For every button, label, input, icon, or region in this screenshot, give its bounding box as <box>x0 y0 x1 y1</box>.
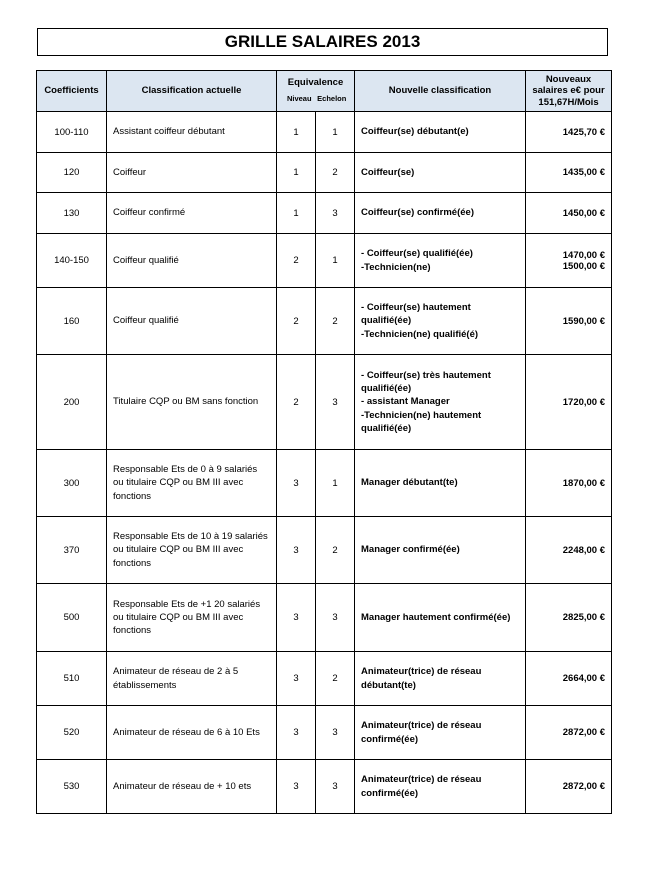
header-niveau: Niveau <box>286 94 312 103</box>
niveau-cell: 3 <box>277 450 316 517</box>
salaire-cell: 1590,00 € <box>526 288 612 355</box>
classification-cell: Titulaire CQP ou BM sans fonction <box>107 355 277 450</box>
niveau-cell: 1 <box>277 193 316 234</box>
salaire-cell: 1450,00 € <box>526 193 612 234</box>
coefficient-cell: 500 <box>37 584 107 652</box>
nouvelle-classification-cell: Animateur(trice) de réseau confirmé(ée) <box>355 706 526 760</box>
nouvelle-classification-cell: Animateur(trice) de réseau confirmé(ée) <box>355 760 526 814</box>
table-row <box>37 652 612 706</box>
nouvelle-classification-cell: Coiffeur(se) confirmé(ée) <box>355 193 526 234</box>
salaire-cell: 1470,00 € 1500,00 € <box>526 234 612 288</box>
coefficient-cell: 200 <box>37 355 107 450</box>
niveau-cell: 3 <box>277 760 316 814</box>
table-row <box>37 193 612 234</box>
niveau-cell: 3 <box>277 584 316 652</box>
echelon-cell: 1 <box>316 234 355 288</box>
table-row <box>37 288 612 355</box>
table-row <box>37 517 612 584</box>
salaire-cell: 1870,00 € <box>526 450 612 517</box>
classification-cell: Animateur de réseau de + 10 ets <box>107 760 277 814</box>
classification-cell: Coiffeur confirmé <box>107 193 277 234</box>
nouvelle-classification-cell: Manager débutant(te) <box>355 450 526 517</box>
classification-cell: Responsable Ets de 10 à 19 salariés ou titulaire CQP ou BM III avec fonctions <box>107 517 277 584</box>
salaire-cell: 2248,00 € <box>526 517 612 584</box>
table-row <box>37 112 612 153</box>
classification-cell: Coiffeur qualifié <box>107 234 277 288</box>
nouvelle-classification-cell: Manager confirmé(ée) <box>355 517 526 584</box>
coefficient-cell: 120 <box>37 153 107 193</box>
classification-cell: Responsable Ets de +1 20 salariés ou titulaire CQP ou BM III avec fonctions <box>107 584 277 652</box>
table-row <box>37 706 612 760</box>
nouvelle-classification-cell: - Coiffeur(se) très hautement qualifié(ée) - assistant Manager -Technicien(ne) hautement qualifié(ée) <box>355 355 526 450</box>
nouvelle-classification-cell: Coiffeur(se) <box>355 153 526 193</box>
echelon-cell: 2 <box>316 517 355 584</box>
classification-cell: Coiffeur <box>107 153 277 193</box>
echelon-cell: 3 <box>316 193 355 234</box>
salaire-cell: 1435,00 € <box>526 153 612 193</box>
table-row <box>37 234 612 288</box>
header-equivalence-label: Equivalence <box>287 77 344 88</box>
header-equivalence <box>277 71 355 112</box>
salaire-cell: 2872,00 € <box>526 760 612 814</box>
classification-cell: Responsable Ets de 0 à 9 salariés ou titulaire CQP ou BM III avec fonctions <box>107 450 277 517</box>
echelon-cell: 3 <box>316 584 355 652</box>
nouvelle-classification-cell: Animateur(trice) de réseau débutant(te) <box>355 652 526 706</box>
page-title: GRILLE SALAIRES 2013 <box>37 28 608 56</box>
coefficient-cell: 530 <box>37 760 107 814</box>
echelon-cell: 2 <box>316 288 355 355</box>
header-coefficients: Coefficients <box>37 71 107 112</box>
echelon-cell: 2 <box>316 652 355 706</box>
coefficient-cell: 160 <box>37 288 107 355</box>
nouvelle-classification-cell: Manager hautement confirmé(ée) <box>355 584 526 652</box>
header-nouvelle-classification: Nouvelle classification <box>355 71 526 112</box>
header-salaires: Nouveaux salaires e€ pour 151,67H/Mois <box>526 71 612 112</box>
classification-cell: Coiffeur qualifié <box>107 288 277 355</box>
coefficient-cell: 100-110 <box>37 112 107 153</box>
niveau-cell: 3 <box>277 517 316 584</box>
niveau-cell: 2 <box>277 288 316 355</box>
classification-cell: Assistant coiffeur débutant <box>107 112 277 153</box>
table-row <box>37 355 612 450</box>
salaire-cell: 1720,00 € <box>526 355 612 450</box>
coefficient-cell: 130 <box>37 193 107 234</box>
niveau-cell: 3 <box>277 706 316 760</box>
echelon-cell: 1 <box>316 112 355 153</box>
table-row <box>37 760 612 814</box>
nouvelle-classification-cell: - Coiffeur(se) qualifié(ée) -Technicien(ne) <box>355 234 526 288</box>
echelon-cell: 2 <box>316 153 355 193</box>
echelon-cell: 3 <box>316 706 355 760</box>
salaire-cell: 1425,70 € <box>526 112 612 153</box>
niveau-cell: 2 <box>277 355 316 450</box>
niveau-cell: 1 <box>277 153 316 193</box>
coefficient-cell: 520 <box>37 706 107 760</box>
salary-table <box>36 70 612 814</box>
nouvelle-classification-cell: Coiffeur(se) débutant(e) <box>355 112 526 153</box>
table-row <box>37 584 612 652</box>
coefficient-cell: 300 <box>37 450 107 517</box>
niveau-cell: 2 <box>277 234 316 288</box>
coefficient-cell: 370 <box>37 517 107 584</box>
niveau-cell: 3 <box>277 652 316 706</box>
header-echelon: Echelon <box>317 94 347 103</box>
classification-cell: Animateur de réseau de 6 à 10 Ets <box>107 706 277 760</box>
echelon-cell: 3 <box>316 760 355 814</box>
classification-cell: Animateur de réseau de 2 à 5 établissements <box>107 652 277 706</box>
coefficient-cell: 140-150 <box>37 234 107 288</box>
echelon-cell: 1 <box>316 450 355 517</box>
salaire-cell: 2872,00 € <box>526 706 612 760</box>
echelon-cell: 3 <box>316 355 355 450</box>
coefficient-cell: 510 <box>37 652 107 706</box>
salaire-cell: 2825,00 € <box>526 584 612 652</box>
header-row <box>37 71 612 112</box>
niveau-cell: 1 <box>277 112 316 153</box>
salaire-cell: 2664,00 € <box>526 652 612 706</box>
header-classification: Classification actuelle <box>107 71 277 112</box>
table-row <box>37 450 612 517</box>
nouvelle-classification-cell: - Coiffeur(se) hautement qualifié(ée) -Technicien(ne) qualifié(é) <box>355 288 526 355</box>
table-row <box>37 153 612 193</box>
